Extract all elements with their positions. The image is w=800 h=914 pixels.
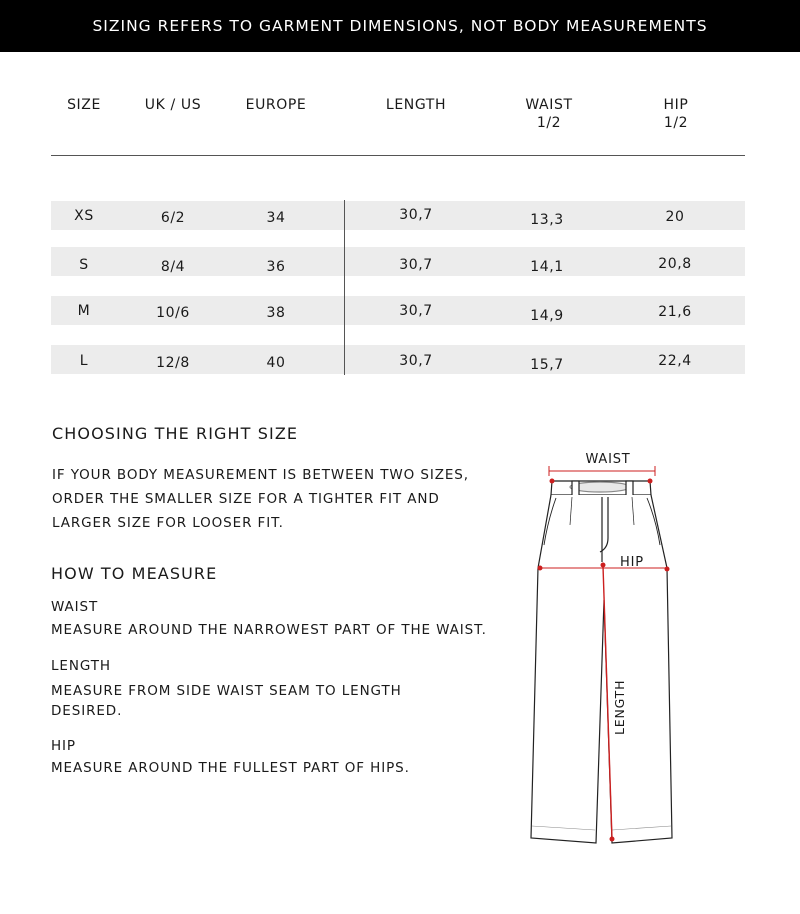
table-cell-size: XS [74, 208, 94, 224]
table-cell-uk-us: 10/6 [156, 305, 190, 321]
text-line: LARGER SIZE FOR LOOSER FIT. [52, 515, 284, 531]
table-cell-uk-us: 12/8 [156, 355, 190, 371]
diagram-length-label: LENGTH [612, 679, 627, 735]
choosing-size-text [52, 463, 469, 535]
table-cell-waist: 15,7 [530, 357, 564, 373]
column-header-waist [499, 96, 599, 132]
column-header-label: LENGTH [385, 97, 447, 113]
table-cell-europe: 36 [266, 259, 286, 275]
column-header-label: SIZE [67, 97, 101, 113]
column-header-hip [626, 96, 726, 132]
column-header-length [366, 96, 466, 114]
column-header-sub: 1/2 [663, 115, 689, 131]
text-line: MEASURE FROM SIDE WAIST SEAM TO LENGTH [51, 683, 402, 699]
table-cell-europe: 38 [266, 305, 286, 321]
table-cell-length: 30,7 [399, 207, 433, 223]
trousers-measurement-diagram [520, 440, 690, 850]
text-line: ORDER THE SMALLER SIZE FOR A TIGHTER FIT AND [52, 491, 440, 507]
table-cell-waist: 14,9 [530, 308, 564, 324]
waist-instruction: MEASURE AROUND THE NARROWEST PART OF THE WAIST. [51, 622, 487, 638]
hip-label: HIP [51, 738, 76, 754]
table-cell-length: 30,7 [399, 257, 433, 273]
length-instruction [51, 681, 402, 721]
column-header-label: HIP [663, 97, 689, 113]
header-divider [51, 155, 745, 156]
column-header-sub: 1/2 [536, 115, 562, 131]
column-header-uk-us [123, 96, 223, 114]
column-header-label: EUROPE [245, 97, 307, 113]
table-cell-length: 30,7 [399, 303, 433, 319]
table-cell-hip: 20,8 [658, 256, 692, 272]
table-cell-uk-us: 8/4 [160, 259, 186, 275]
waist-measure-line [549, 466, 655, 476]
hip-instruction: MEASURE AROUND THE FULLEST PART OF HIPS. [51, 760, 410, 776]
table-cell-hip: 21,6 [658, 304, 692, 320]
text-line: DESIRED. [51, 703, 123, 719]
table-cell-uk-us: 6/2 [160, 210, 186, 226]
table-cell-size: L [79, 353, 89, 369]
choosing-size-heading: CHOOSING THE RIGHT SIZE [52, 424, 299, 443]
diagram-waist-label: WAIST [585, 452, 631, 467]
column-header-europe [226, 96, 326, 114]
column-divider [344, 200, 345, 375]
column-header-label: WAIST [525, 97, 573, 113]
table-cell-length: 30,7 [399, 353, 433, 369]
column-header-label: UK / US [144, 97, 202, 113]
diagram-hip-label: HIP [620, 555, 644, 570]
text-line: IF YOUR BODY MEASUREMENT IS BETWEEN TWO SIZES, [52, 467, 469, 483]
waist-label: WAIST [51, 599, 99, 615]
length-label: LENGTH [51, 658, 111, 674]
table-cell-hip: 22,4 [658, 353, 692, 369]
table-cell-europe: 34 [266, 210, 286, 226]
table-cell-hip: 20 [665, 209, 685, 225]
table-cell-europe: 40 [266, 355, 286, 371]
column-header-size [34, 96, 134, 114]
table-cell-size: S [79, 257, 89, 273]
table-cell-size: M [77, 303, 91, 319]
how-to-measure-heading: HOW TO MEASURE [51, 564, 218, 583]
table-cell-waist: 14,1 [530, 259, 564, 275]
table-cell-waist: 13,3 [530, 212, 564, 228]
page-banner: SIZING REFERS TO GARMENT DIMENSIONS, NOT BODY MEASUREMENTS [0, 0, 800, 52]
